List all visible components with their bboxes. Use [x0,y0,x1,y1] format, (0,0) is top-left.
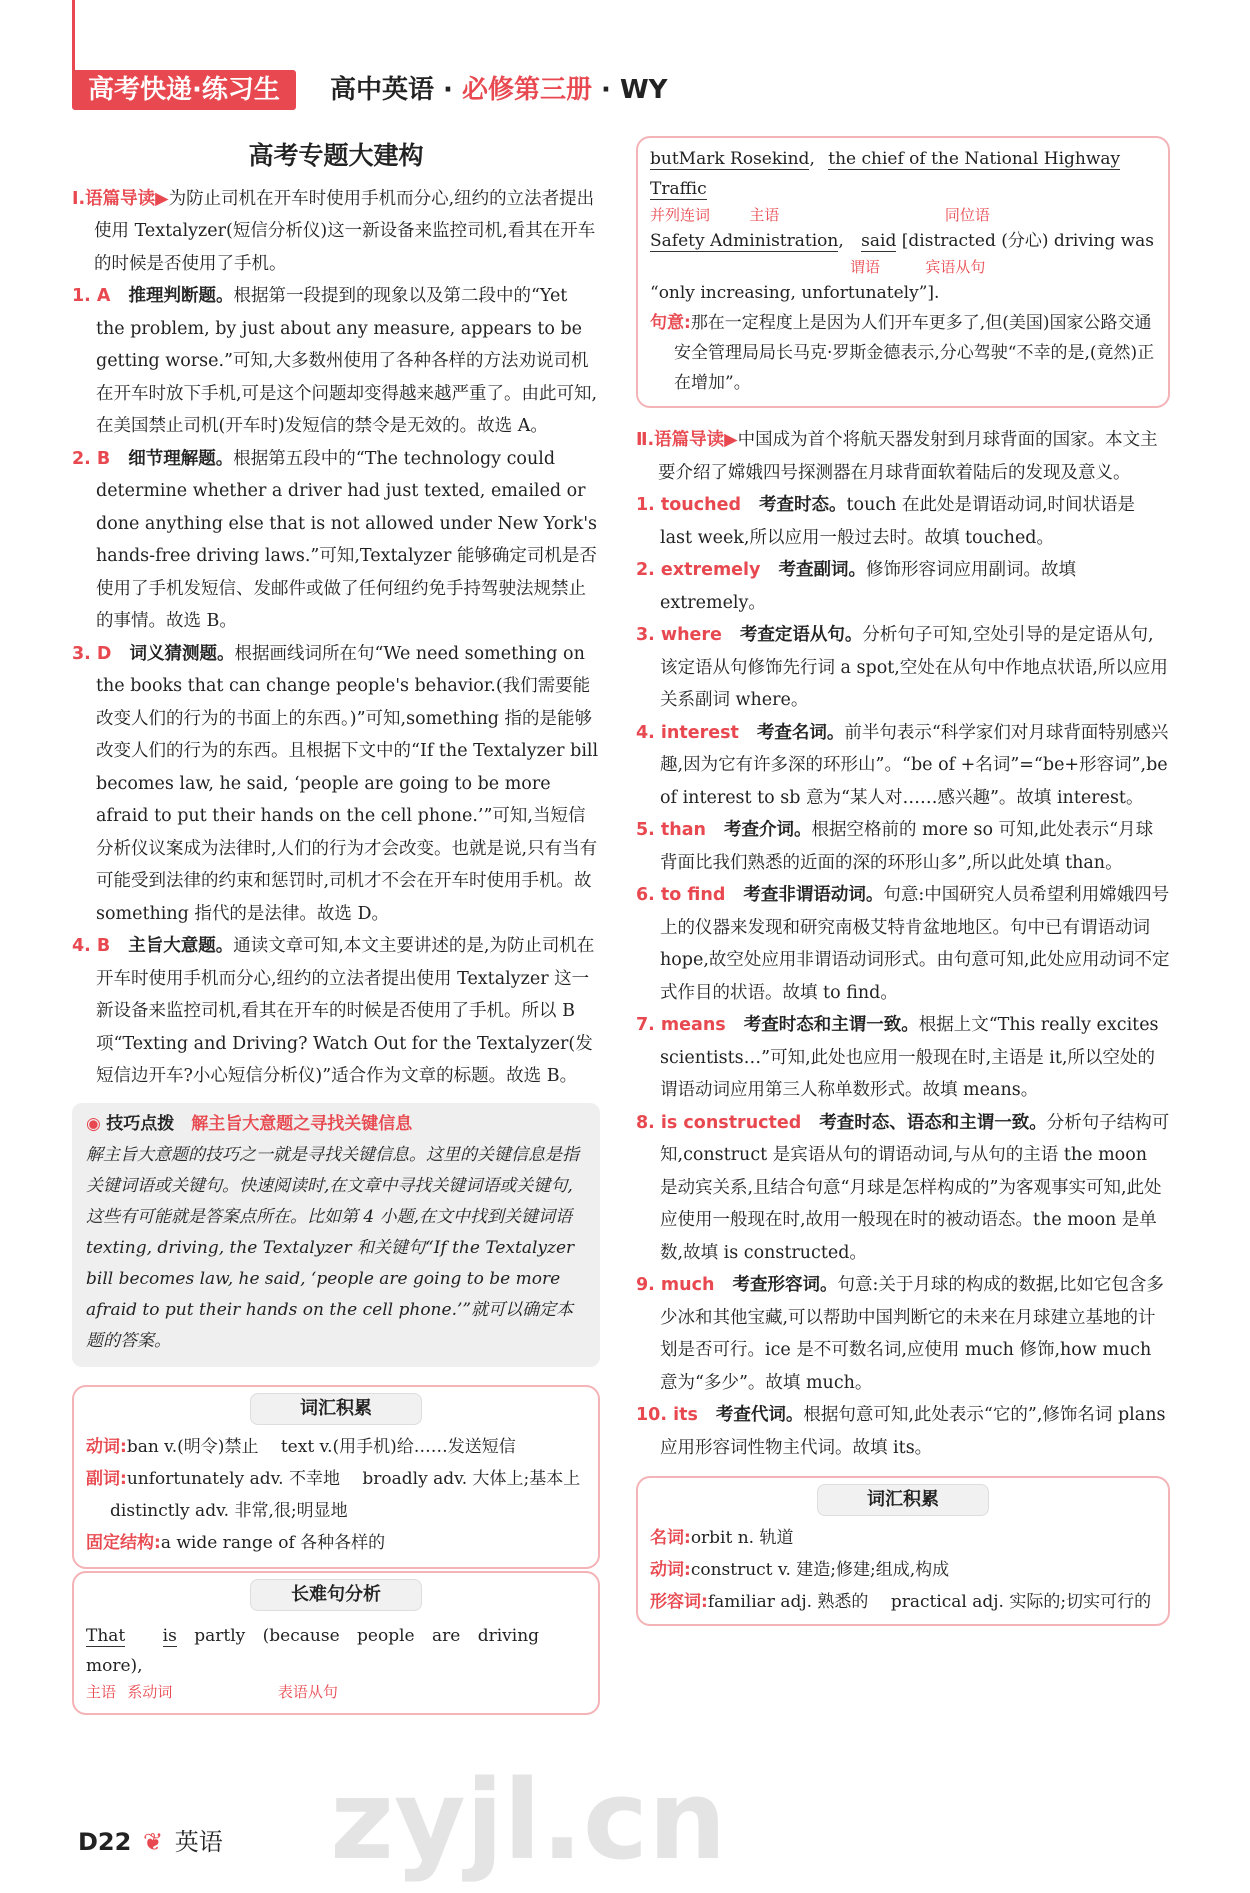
explanation: 前半句表示“科学家们对月球背面特别感兴趣,因为它有许多深的环形山”。“be of +名词”=“be+形容词”,be of interest to sb 意为“某人对……感兴趣”。故填 interest。 [660,722,1169,808]
page-number: D22 [78,1828,132,1856]
gloss: 表语从句 [277,1682,338,1701]
page-footer [78,1822,223,1862]
answer-key: 2. extremely [636,560,761,580]
question-type: 主旨大意题。 [128,936,234,956]
explanation: 句意:关于月球的构成的数据,比如它包含多少冰和其他宝藏,可以帮助中国判断它的未来在月球建立基地的计划是否可行。ice 是不可数名词,应使用 much 修饰,how much 意为“多少”。故填 much。 [660,1275,1164,1393]
explanation: 根据画线词所在句“We need something on the books that can change people's behavior.(我们需要能改变人们的行为的书面上的东西。)”可知,something 指的是能够改变人们的行为的东西。且根据下文中的“If the Textalyzer bill becomes law, he said, ‘people are going to be more afraid to put their hands on the cell phone.’”可知,当短信分析仪议案成为法律时,人们的行为才会改变。也就是说,只有当有可能受到法律的约束和惩罚时,司机才不会在开车时使用手机。故 something 指代的是法律。故选 D。 [96,643,599,924]
question-type: 考查时态。 [759,495,847,515]
vocab-label: 固定结构: [86,1532,161,1553]
intro-text: 为防止司机在开车时使用手机而分心,纽约的立法者提出使用 Textalyzer(短信分析仪)这一新设备来监控司机,看其在开车的时候是否使用了手机。 [94,188,596,274]
question-type: 考查名词。 [756,722,845,743]
sentence-rest: [distracted (分心) driving was [901,231,1155,251]
question-type: 细节理解题。 [128,448,234,469]
vocab-box-right [636,1476,1170,1626]
vocab-text: construct v. 建造;修建;组成,构成 [690,1560,950,1580]
answer-item [72,638,600,931]
answer-key: 7. means [636,1015,726,1035]
answer-item [636,1399,1170,1464]
vocab-label: 动词: [650,1560,691,1580]
question-type: 考查非谓语动词。 [743,885,884,905]
gloss: 宾语从句 [925,258,986,276]
answer-key: 8. is constructed [636,1112,802,1133]
answer-key: 4. B [72,936,111,956]
tip-icon: ◉ [86,1113,107,1134]
answer-key: 1. touched [636,495,741,515]
sentence-box-left [72,1571,600,1715]
vocab-text: ban v.(明令)禁止 text v.(用手机)给……发送短信 [126,1436,516,1457]
sentence-verb: is [162,1625,177,1646]
tip-header [86,1109,586,1140]
vocab-adjectives [650,1586,1156,1618]
question-type: 考查介词。 [724,820,812,840]
right-column [636,136,1170,1626]
question-type: 考查定语从句。 [739,625,863,645]
explanation: 句意:中国研究人员希望利用嫦娥四号上的仪器来发现和研究南极艾特肯盆地地区。句中已有谓语动词 hope,故空处应用非谓语动词形式。由句意可知,此处应用动词不定式作目的状语。故填 to find。 [660,885,1170,1003]
meaning-label: 句意: [650,313,691,333]
tip-box [72,1103,600,1367]
question-type: 考查时态、语态和主谓一致。 [819,1112,1047,1133]
book-title [330,72,668,108]
answer-key: 5. than [636,820,707,840]
passage-intro [72,183,600,281]
vocab-text: unfortunately adv. 不幸地 broadly adv. 大体上;基本上 distinctly adv. 非常,很;明显地 [110,1468,603,1521]
leaf-icon: ❦ [142,1828,164,1856]
explanation: 通读文章可知,本文主要讲述的是,为防止司机在开车时使用手机而分心,纽约的立法者提出使用 Textalyzer 这一新设备来监控司机,看其在开车的时候是否使用了手机。所以 B 项“Texting and Driving? Watch Out for the Textalyzer(发短信边开车?小心短信分析仪)”适合作为文章的标题。故选 B。 [96,936,595,1086]
sentence-end: “only increasing, unfortunately”]. [650,283,940,303]
vocab-label: 名词: [650,1528,691,1548]
gloss: 同位语 [944,206,990,224]
sentence-line [86,1621,586,1681]
explanation: 根据上文“This really excites scientists…”可知,此处也应用一般现在时,主语是 it,所以空处的谓语动词应用第三人称单数形式。故填 means。 [660,1015,1159,1100]
answer-item [636,1107,1170,1270]
explanation: 根据空格前的 more so 可知,此处表示“月球背面比我们熟悉的近面的深的环形山多”,所以此处填 than。 [660,820,1154,873]
intro-text: 中国成为首个将航天器发射到月球背面的国家。本文主要介绍了嫦娥四号探测器在月球背面软着陆后的发现及意义。 [658,430,1158,483]
intro-tag: Ⅱ.语篇导读▶ [636,430,738,450]
intro-tag: Ⅰ.语篇导读▶ [72,188,169,209]
tip-label: 技巧点拨 [106,1113,175,1134]
vocab-label: 副词: [86,1468,127,1489]
vocab-verbs [650,1554,1156,1586]
sentence-verb: said [861,231,897,251]
vocab-text: a wide range of 各种各样的 [160,1532,386,1553]
gloss: 谓语 [850,258,881,276]
sentence-glosses [650,204,1156,226]
vocab-nouns [650,1522,1156,1554]
answer-key: 2. B [72,448,111,469]
explanation: 修饰形容词应用副词。故填 extremely。 [660,560,1076,613]
answer-item [636,879,1170,1009]
appositive: the chief of the National Highway Traffic [650,149,1121,199]
answer-item [72,280,600,443]
answer-item [636,717,1170,815]
explanation: 根据第一段提到的现象以及第二段中的“Yet the problem, by just about any measure, appears to be getting worse.”可知,大多数州使用了各种各样的方法劝说司机在开车时放下手机,可是这个问题却变得越来越严重了。由此可知,在美国禁止司机(开车时)发短信的禁令是无效的。故选 A。 [96,286,598,436]
explanation: touch 在此处是谓语动词,时间状语是 last week,所以应用一般过去时。故填 touched。 [660,495,1136,548]
book-prefix: 高中英语 · [330,75,462,105]
question-type: 考查形容词。 [732,1275,838,1295]
answer-key: 10. its [636,1405,698,1425]
vocab-adverbs [86,1463,603,1527]
answer-key: 3. where [636,625,722,645]
subject-label: 英语 [174,1828,223,1856]
explanation: 根据第五段中的“The technology could determine whether a driver had just texted, emailed or done anything else that is not allowed under New York's hands-free driving laws.”可知,Textalyzer 能够确定司机是否使用了手机发短信、发邮件或做了任何纽约免手持驾驶法规禁止的事情。故选 B。 [96,448,598,631]
watermark: zyjl.cn [330,1756,727,1884]
vocab-title: 词汇积累 [250,1393,422,1425]
answer-item [636,814,1170,879]
tip-title: 解主旨大意题之寻找关键信息 [191,1113,413,1134]
vocab-box-left [72,1385,603,1569]
sentence-box-right [636,136,1170,408]
explanation: 分析句子可知,空处引导的是定语从句,该定语从句修饰先行词 a spot,空处在从句中作地点状语,所以应用关系副词 where。 [660,625,1168,710]
sentence-line: Safety Administration, said [distracted (分心) driving was [650,231,1155,251]
answer-item [636,619,1170,717]
explanation: 根据句意可知,此处表示“它的”,修饰名词 plans 应用形容词性物主代词。故填 its。 [660,1405,1166,1458]
vocab-label: 动词: [86,1436,127,1457]
answer-key: 4. interest [636,722,739,743]
sentence-title: 长难句分析 [250,1579,422,1611]
answer-key: 3. D [72,643,112,664]
question-type: 考查副词。 [778,560,866,580]
explanation: 分析句子结构可知,construct 是宾语从句的谓语动词,与从句的主语 the moon 是动宾关系,且结合句意“月球是怎样构成的”为客观事实可知,此处应使用一般现在时,故用一般现在时的被动语态。the moon 是单数,故填 is constructed。 [660,1112,1170,1263]
sentence-line: butMark Rosekind, the chief of the National Highway Traffic [650,149,1121,199]
question-type: 词义猜测题。 [129,643,235,664]
answer-item [72,443,600,638]
sentence-glosses [86,1681,586,1703]
vocab-text: orbit n. 轨道 [690,1528,794,1548]
sentence-rest: partly (because people are driving more), [86,1625,540,1676]
answer-item [636,1269,1170,1399]
gloss: 系动词 [127,1682,173,1701]
answer-key: 1. A [72,286,111,306]
answer-key: 9. much [636,1275,715,1295]
meaning-text: 那在一定程度上是因为人们开车更多了,但(美国)国家公路交通安全管理局局长马克·罗斯金德表示,分心驾驶“不幸的是,(竟然)正在增加”。 [674,313,1155,393]
vocab-text: familiar adj. 熟悉的 practical adj. 实际的;切实可行的 [707,1592,1152,1612]
vocab-title: 词汇积累 [817,1484,989,1516]
sentence-glosses [650,256,1156,278]
book-volume: 必修第三册 [461,75,592,105]
book-suffix: · WY [592,75,668,105]
sentence-subject: That [86,1625,126,1646]
answer-item [636,554,1170,619]
question-type: 考查时态和主谓一致。 [743,1015,919,1035]
question-type: 考查代词。 [715,1405,804,1425]
passage-intro [636,424,1170,489]
left-column [72,140,603,1715]
series-brand: 高考快递·练习生 [72,70,296,110]
sentence-subject: Mark Rosekind [678,149,810,169]
gloss: 并列连词 [650,206,711,224]
answer-item [636,489,1170,554]
vocab-verbs [86,1431,586,1463]
tip-text: 解主旨大意题的技巧之一就是寻找关键信息。这里的关键信息是指关键词语或关键句。快速阅读时,在文章中寻找关键词语或关键句,这些有可能就是答案点所在。比如第 4 小题,在文中找到关键词语 texting, driving, the Textalyzer 和关键句“If the Textalyzer bill becomes law, he said, ‘people are going to be more afraid to put their hands on the cell phone.’”就可以确定本题的答案。 [86,1144,579,1351]
gloss: 主语 [749,206,780,224]
gloss: 主语 [86,1682,117,1701]
answer-key: 6. to find [636,885,726,905]
question-type: 推理判断题。 [128,286,234,306]
vocab-phrases [86,1527,586,1559]
answer-item [72,930,600,1093]
answer-item [636,1009,1170,1107]
sentence-meaning [650,308,1156,398]
appositive: Safety Administration [650,231,839,251]
section-title: 高考专题大建构 [248,141,424,170]
conjunction: but [650,149,679,169]
vocab-label: 形容词: [650,1592,708,1612]
